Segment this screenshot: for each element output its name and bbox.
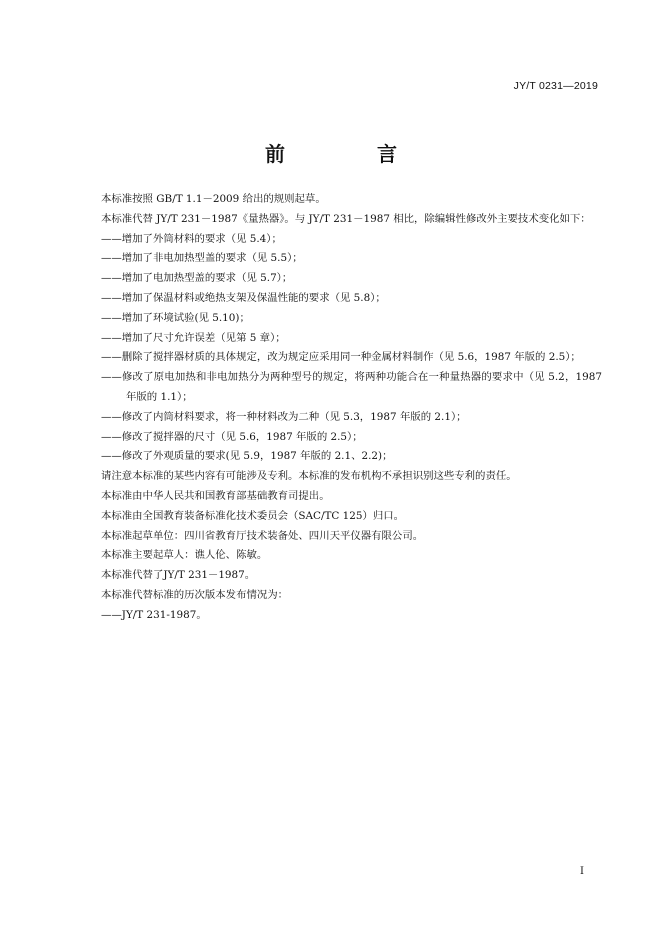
- list-item: ——增加了环境试验(见 5.10)；: [101, 311, 250, 324]
- foreword-body: [80, 190, 602, 626]
- list-item: ——增加了外筒材料的要求（见 5.4）；: [101, 232, 282, 245]
- drafting-rule-paragraph: 本标准按照 GB/T 1.1－2009 给出的规则起草。: [101, 193, 326, 205]
- list-item: ——修改了原电加热和非电加热分为两种型号的规定，将两种功能合在一种量热器的要求中（见 5.2，1987 年版的 1.1）；: [101, 371, 602, 403]
- page-number: I: [580, 866, 584, 877]
- page-title: 前 言: [265, 142, 433, 166]
- patent-notice: 请注意本标准的某些内容有可能涉及专利。本标准的发布机构不承担识别这些专利的责任。: [101, 470, 517, 483]
- standard-code: JY/T 0231—2019: [513, 80, 598, 92]
- replaces-statement: 本标准代替了JY/T 231－1987。: [101, 569, 256, 582]
- list-item: ——修改了搅拌器的尺寸（见 5.6，1987 年版的 2.5）；: [101, 430, 363, 443]
- drafters: 本标准主要起草人：谯人伦、陈敏。: [101, 549, 268, 562]
- proposer-statement: 本标准由中华人民共和国教育部基础教育司提出。: [101, 489, 330, 502]
- list-item: ——修改了外观质量的要求(见 5.9，1987 年版的 2.1、2.2)；: [101, 450, 393, 463]
- changes-list: [80, 230, 602, 468]
- history-item: ——JY/T 231-1987。: [101, 608, 207, 621]
- list-item: ——删除了搅拌器材质的具体规定，改为规定应采用同一种金属材料制作（见 5.6，1987 年版的 2.5）；: [101, 351, 581, 364]
- replacement-paragraph: 本标准代替 JY/T 231－1987《量热器》。与 JY/T 231－1987 相比，除编辑性修改外主要技术变化如下：: [101, 212, 591, 225]
- drafting-units: 本标准起草单位：四川省教育厅技术装备处、四川天平仪器有限公司。: [101, 529, 424, 542]
- history-intro: 本标准代替标准的历次版本发布情况为：: [101, 588, 289, 601]
- list-item: ——增加了尺寸允许误差（见第 5 章）；: [101, 331, 286, 344]
- list-item: ——增加了保温材料或绝热支架及保温性能的要求（见 5.8）；: [101, 291, 386, 304]
- list-item: ——增加了电加热型盖的要求（见 5.7）；: [101, 272, 293, 285]
- centralizer-statement: 本标准由全国教育装备标准化技术委员会（SAC/TC 125）归口。: [101, 509, 405, 522]
- list-item: ——增加了非电加热型盖的要求（见 5.5）；: [101, 252, 303, 265]
- list-item: ——修改了内筒材料要求，将一种材料改为二种（见 5.3，1987 年版的 2.1）；: [101, 410, 467, 423]
